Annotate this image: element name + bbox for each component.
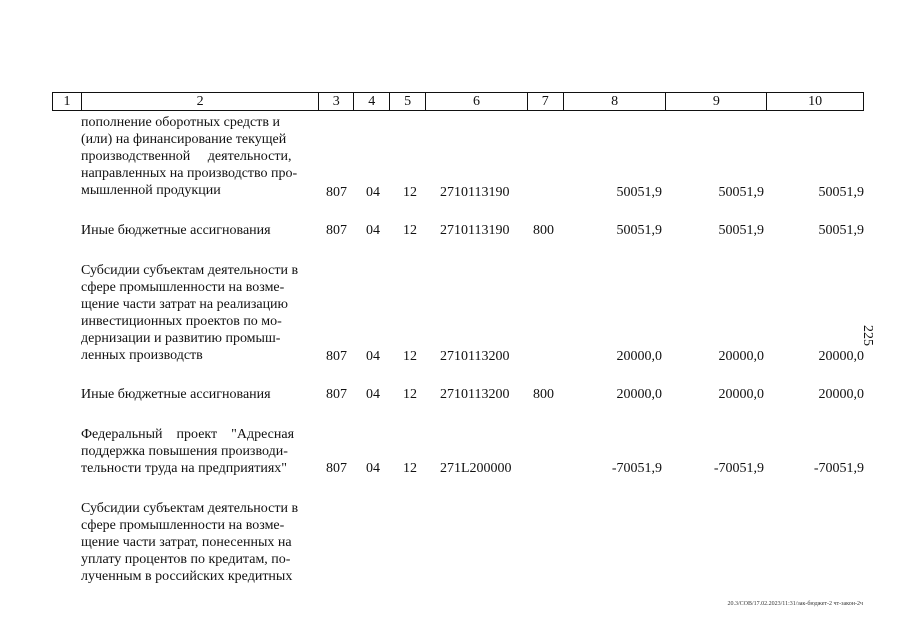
document-footer: 20.3/СОВ/17.02.2023/11:31/зак-бюджет-2 чт-закон-2ч <box>727 601 863 607</box>
cell-col-3: 807 <box>326 185 347 200</box>
cell-col-3: 807 <box>326 461 347 476</box>
cell-col-5: 12 <box>403 185 417 200</box>
cell-col-4: 04 <box>366 461 380 476</box>
cell-col-4: 04 <box>366 223 380 238</box>
row-description: пополнение оборотных средств и (или) на финансирование текущей производственной деятельности, направленных на производство про- мышленной продукции <box>81 115 298 198</box>
cell-col-5: 12 <box>403 349 417 364</box>
cell-col-10: -70051,9 <box>813 461 864 476</box>
cell-col-5: 12 <box>403 387 417 402</box>
cell-col-9: 50051,9 <box>718 223 764 238</box>
cell-col-9: 50051,9 <box>718 185 764 200</box>
header-col-8: 8 <box>564 93 667 110</box>
header-col-5: 5 <box>390 93 426 110</box>
cell-col-6: 2710113200 <box>440 349 510 364</box>
cell-col-10: 50051,9 <box>818 223 864 238</box>
row-description: Иные бюджетные ассигнования <box>81 223 271 238</box>
cell-col-9: -70051,9 <box>713 461 764 476</box>
header-col-3: 3 <box>319 93 354 110</box>
cell-col-5: 12 <box>403 223 417 238</box>
cell-col-10: 20000,0 <box>818 387 864 402</box>
cell-col-10: 50051,9 <box>818 185 864 200</box>
header-col-1: 1 <box>53 93 82 110</box>
cell-col-7: 800 <box>533 387 554 402</box>
table-header <box>52 92 864 111</box>
row-description: Субсидии субъектам деятельности в сфере промышленности на возме- щение части затрат, понесенных на уплату процентов по кредитам, по- лученным в российских кредитных <box>81 501 299 584</box>
header-col-7: 7 <box>528 93 564 110</box>
cell-col-8: 20000,0 <box>616 349 662 364</box>
cell-col-3: 807 <box>326 223 347 238</box>
header-col-9: 9 <box>666 93 767 110</box>
header-col-10: 10 <box>808 94 823 109</box>
row-description: Субсидии субъектам деятельности в сфере промышленности на возме- щение части затрат на реализацию инвестиционных проектов по мо- дернизации и развитию промыш- ленных производств <box>81 263 299 363</box>
row-description: Федеральный проект "Адресная поддержка повышения производи- тельности труда на предприятиях" <box>81 427 295 476</box>
cell-col-4: 04 <box>366 185 380 200</box>
cell-col-8: 50051,9 <box>616 185 662 200</box>
cell-col-9: 20000,0 <box>718 349 764 364</box>
cell-col-8: -70051,9 <box>611 461 662 476</box>
cell-col-6: 2710113190 <box>440 185 510 200</box>
page-number: 225 <box>860 325 875 346</box>
cell-col-9: 20000,0 <box>718 387 764 402</box>
cell-col-7: 800 <box>533 223 554 238</box>
cell-col-6: 2710113190 <box>440 223 510 238</box>
row-description: Иные бюджетные ассигнования <box>81 387 271 402</box>
cell-col-3: 807 <box>326 387 347 402</box>
cell-col-4: 04 <box>366 387 380 402</box>
cell-col-5: 12 <box>403 461 417 476</box>
cell-col-6: 2710113200 <box>440 387 510 402</box>
cell-col-10: 20000,0 <box>818 349 864 364</box>
cell-col-8: 20000,0 <box>616 387 662 402</box>
cell-col-4: 04 <box>366 349 380 364</box>
cell-col-8: 50051,9 <box>616 223 662 238</box>
header-col-4: 4 <box>354 93 390 110</box>
cell-col-6: 271L200000 <box>440 461 512 476</box>
cell-col-3: 807 <box>326 349 347 364</box>
header-col-6: 6 <box>426 93 528 110</box>
header-col-2: 2 <box>82 93 319 110</box>
